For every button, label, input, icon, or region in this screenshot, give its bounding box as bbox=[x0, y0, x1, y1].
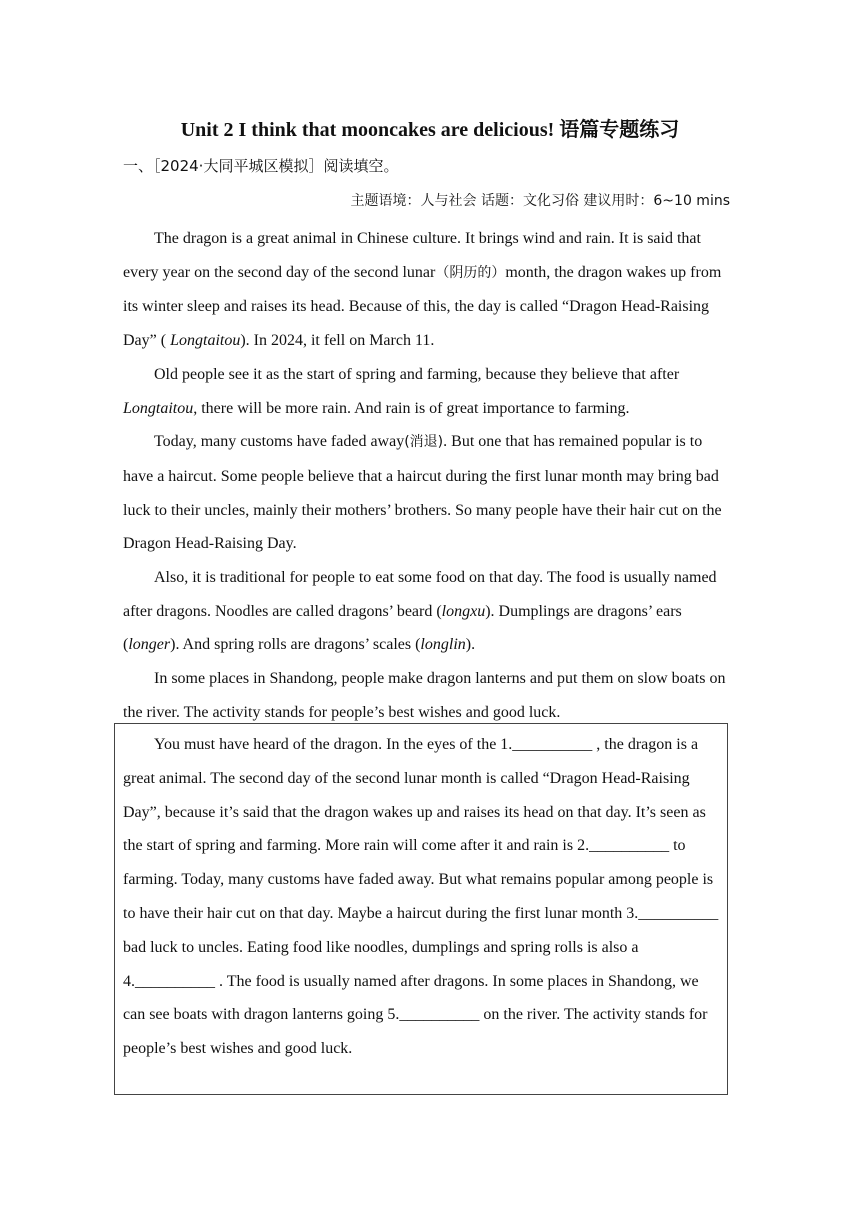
paragraph-5: In some places in Shandong, people make dragon lanterns and put them on slow boats on the river. The activity stands for people’s best wishes and good luck. bbox=[123, 670, 726, 721]
paragraph-1 bbox=[123, 222, 731, 358]
paragraph-3-text-b: . But one that has remained popular is to have a haircut. Some people believe that a haircut during the first lunar month may bring bad luck to their uncles, mainly their mothers’ brothers. So many people have their hair cut on the Dragon Head-Raising Day. bbox=[123, 433, 722, 553]
paragraph-2 bbox=[123, 358, 731, 425]
paragraph-1-text-b: month, the dragon wakes up from its winter sleep and raises its head. Because of this, the day is called “Dragon Head-Raising Day” ( bbox=[123, 263, 722, 350]
paragraph-2-text-b: , there will be more rain. And rain is of great importance to farming. bbox=[193, 399, 630, 417]
paragraph-3-text-a: Today, many customs have faded away bbox=[154, 433, 405, 451]
paragraph-4-text-d: ). bbox=[465, 636, 476, 654]
summary-seg-4: bad luck to uncles. Eating food like noodles, dumplings and spring rolls is also a 4. bbox=[123, 938, 639, 990]
topic-meta-text: 主题语境：人与社会 话题：文化习俗 建议用时：6~10 mins bbox=[350, 193, 730, 209]
paragraph-4-italic-2: longer bbox=[128, 636, 171, 654]
page-title: Unit 2 I think that mooncakes are delicious! 语篇专题练习 bbox=[180, 119, 680, 141]
summary-seg-2: , the dragon is a great animal. The second day of the second lunar month is called “Dragon Head-Raising Day”, because it’s said that the dragon wakes up and raises its head on that day. It’s seen as the start of spring and farming. More rain will come after it and rain is 2. bbox=[123, 736, 706, 855]
paragraph-3-gloss: (消退) bbox=[404, 434, 444, 451]
paragraph-1-italic: Longtaitou bbox=[170, 332, 241, 350]
summary-seg-3: to farming. Today, many customs have faded away. But what remains popular among people is to have their hair cut on that day. Maybe a haircut during the first lunar month 3. bbox=[123, 837, 714, 922]
blank-4[interactable]: __________ bbox=[135, 972, 215, 990]
paragraph-1-gloss: （阴历的） bbox=[435, 264, 506, 281]
paragraph-4-text-a: Also, it is traditional for people to eat some food on that day. The food is usually named after dragons. Noodles are called dragons’ beard ( bbox=[123, 569, 717, 620]
paragraph-2-text-a: Old people see it as the start of spring and farming, because they believe that after bbox=[154, 365, 680, 383]
paragraph-4 bbox=[123, 561, 731, 662]
paragraph-1-text-a: The dragon is a great animal in Chinese culture. It brings wind and rain. It is said that every year on the second day of the second lunar bbox=[123, 230, 701, 281]
paragraph-3 bbox=[123, 425, 731, 561]
summary-seg-1: You must have heard of the dragon. In the eyes of the 1. bbox=[154, 736, 513, 753]
summary-seg-5: . The food is usually named after dragons. In some places in Shandong, we can see boats with dragon lanterns going 5. bbox=[123, 972, 699, 1024]
blank-2[interactable]: __________ bbox=[589, 837, 670, 855]
paragraph-2-italic: Longtaitou bbox=[123, 399, 194, 417]
blank-3[interactable]: __________ bbox=[638, 904, 719, 922]
summary-seg-6: on the river. The activity stands for people’s best wishes and good luck. bbox=[123, 1006, 708, 1058]
section-heading: 一、［2024·大同平城区模拟］阅读填空。 bbox=[123, 157, 399, 175]
summary-text bbox=[123, 728, 719, 1066]
paragraph-4-text-b: ). Dumplings are dragons’ ears ( bbox=[123, 602, 682, 654]
paragraph-4-italic-3: longlin bbox=[420, 636, 466, 654]
blank-5[interactable]: __________ bbox=[399, 1006, 480, 1024]
paragraph-4-italic-1: longxu bbox=[441, 602, 486, 620]
reading-passage bbox=[123, 222, 731, 730]
paragraph-1-text-c: ). In 2024, it fell on March 11. bbox=[240, 332, 435, 350]
paragraph-4-text-c: ). And spring rolls are dragons’ scales ( bbox=[170, 636, 421, 654]
summary-box bbox=[114, 723, 728, 1095]
blank-1[interactable]: __________ bbox=[512, 736, 593, 753]
topic-meta bbox=[351, 190, 731, 210]
